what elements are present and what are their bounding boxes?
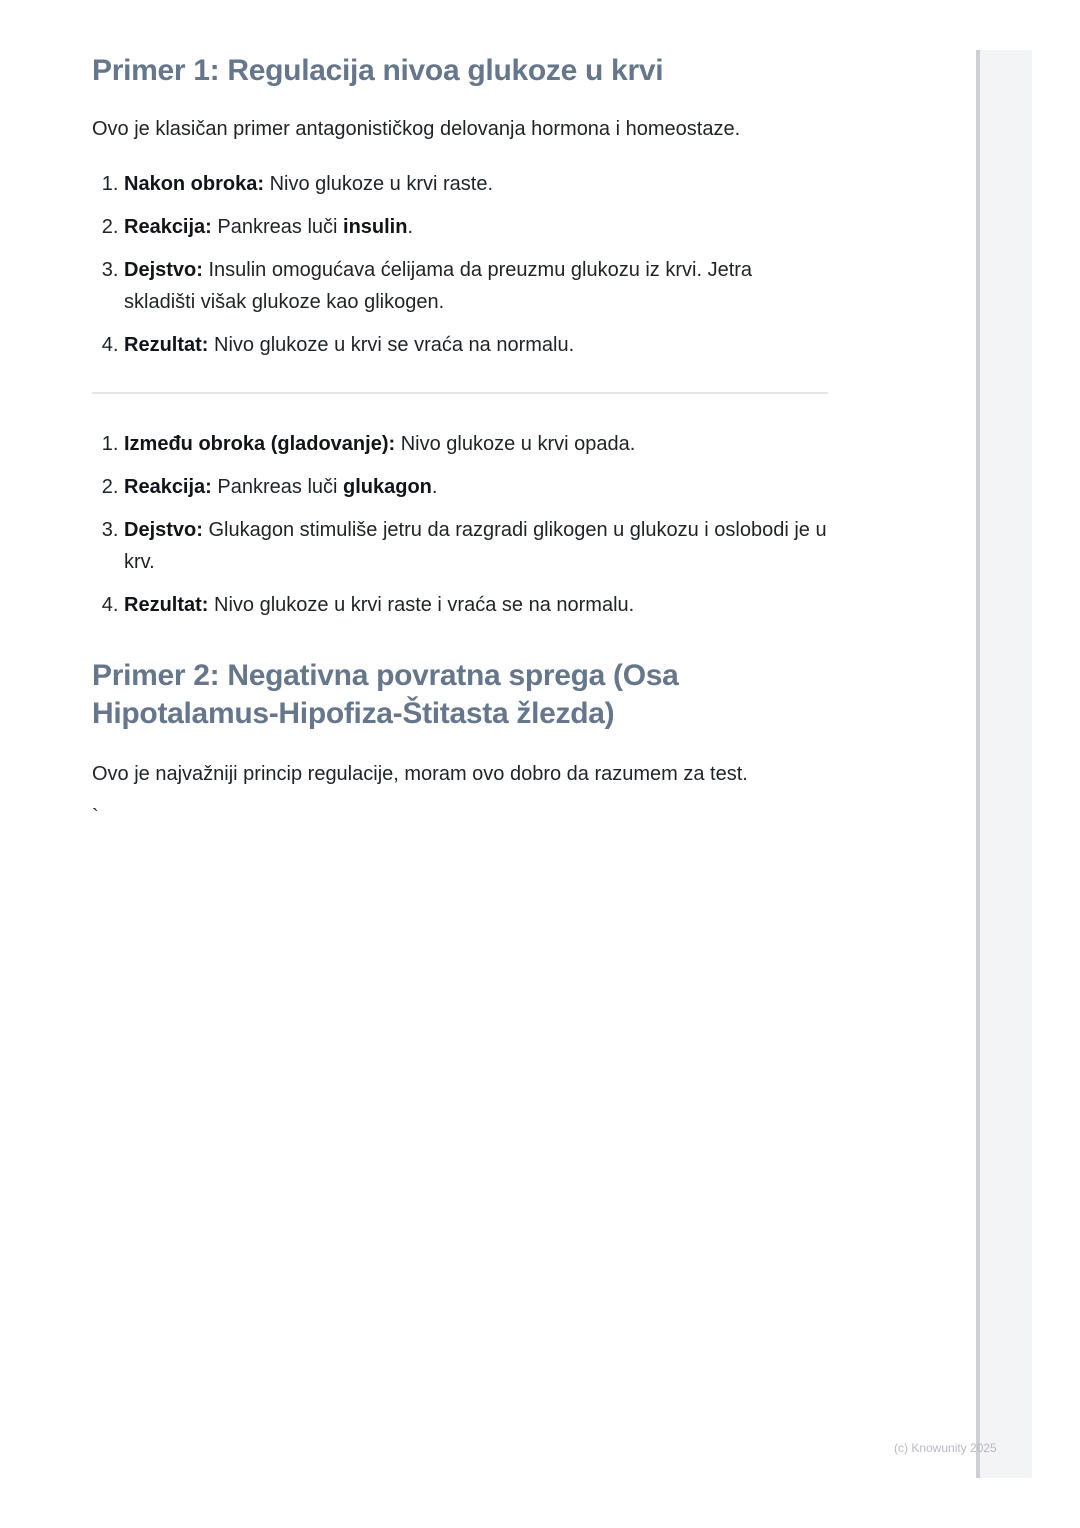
glucose-rise-steps	[92, 168, 828, 361]
step-label: Reakcija:	[124, 216, 212, 238]
step-text: Pankreas luči	[211, 476, 344, 498]
step-text: Nivo glukoze u krvi raste i vraća se na normalu.	[208, 594, 635, 616]
list-item	[124, 254, 828, 318]
list-item	[124, 329, 828, 361]
step-label: Rezultat:	[124, 594, 209, 616]
step-text: Glukagon stimuliše jetru da razgradi glikogen u glukozu i oslobodi je u krv.	[124, 519, 827, 573]
section1-title: Primer 1: Regulacija nivoa glukoze u krvi	[92, 54, 664, 87]
section1-intro: Ovo je klasičan primer antagonističkog delovanja hormona i homeostaze.	[92, 118, 741, 140]
list-item	[124, 211, 828, 243]
hormone-name: insulin	[343, 216, 408, 238]
step-text-after: .	[431, 476, 438, 498]
step-text: Insulin omogućava ćelijama da preuzmu glukozu iz krvi. Jetra skladišti višak glukoze kao glikogen.	[124, 259, 753, 313]
glucose-fall-steps	[92, 428, 828, 621]
step-text: Nivo glukoze u krvi raste.	[264, 173, 494, 195]
step-text: Nivo glukoze u krvi opada.	[395, 433, 636, 455]
list-item	[124, 428, 828, 460]
section2-intro: Ovo je najvažniji princip regulacije, moram ovo dobro da razumem za test.	[92, 763, 748, 785]
list-item	[124, 514, 828, 578]
horizontal-divider	[92, 392, 828, 394]
step-label: Nakon obroka:	[124, 173, 265, 195]
list-item	[124, 168, 828, 200]
step-text-after: .	[407, 216, 414, 238]
page-side-strip	[976, 50, 1032, 1478]
copyright-watermark: (c) Knowunity 2025	[894, 1441, 997, 1455]
step-text: Pankreas luči	[211, 216, 344, 238]
step-label: Reakcija:	[124, 476, 212, 498]
step-label: Rezultat:	[124, 334, 209, 356]
step-label: Dejstvo:	[124, 519, 203, 541]
section2-title: Primer 2: Negativna povratna sprega (Osa Hipotalamus-Hipofiza-Štitasta žlezda)	[92, 659, 679, 730]
list-item	[124, 471, 828, 503]
step-label: Između obroka (gladovanje):	[124, 433, 396, 455]
stray-backtick: `	[92, 806, 99, 828]
document-content	[92, 52, 828, 829]
list-item	[124, 589, 828, 621]
hormone-name: glukagon	[343, 476, 432, 498]
step-label: Dejstvo:	[124, 259, 203, 281]
step-text: Nivo glukoze u krvi se vraća na normalu.	[208, 334, 575, 356]
